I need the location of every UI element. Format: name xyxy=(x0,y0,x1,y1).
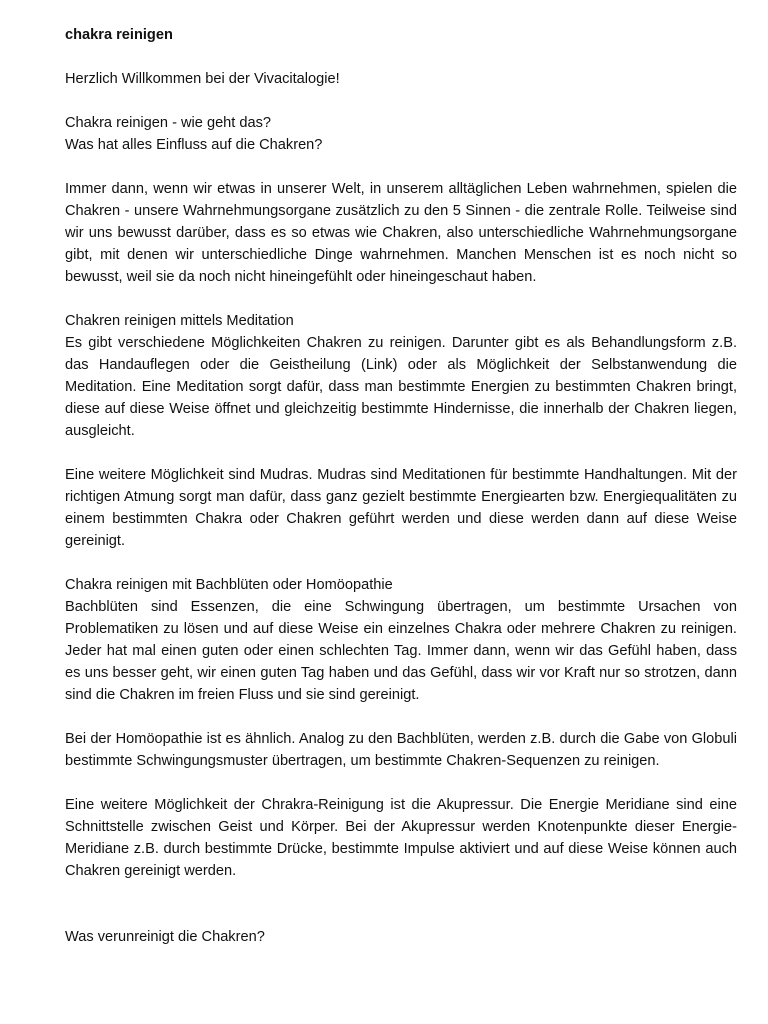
paragraph-mudras: Eine weitere Möglichkeit sind Mudras. Mudras sind Meditationen für bestimmte Handhaltungen. Mit der richtigen Atmung sorgt man dafür, dass ganz gezielt bestimmte Energiearten bzw. Energiequalitäten zu einem bestimmten Chakra oder Chakren geführt werden und diese werden dann auf diese Weise gereinigt. xyxy=(65,467,737,549)
question-line-1: Chakra reinigen - wie geht das? xyxy=(65,115,272,131)
question-line-2: Was hat alles Einfluss auf die Chakren? xyxy=(65,137,323,153)
paragraph-homoeopathie: Bei der Homöopathie ist es ähnlich. Analog zu den Bachblüten, werden z.B. durch die Gabe von Globuli bestimmte Schwingungsmuster übertragen, um bestimmte Chakren-Sequenzen zu reinigen. xyxy=(65,731,737,769)
heading-verunreinigung: Was verunreinigt die Chakren? xyxy=(65,929,265,945)
heading-bachblueten: Chakra reinigen mit Bachblüten oder Homöopathie xyxy=(65,577,393,593)
welcome-text: Herzlich Willkommen bei der Vivacitalogie! xyxy=(65,71,340,87)
document-page xyxy=(65,24,737,948)
paragraph-bachblueten: Bachblüten sind Essenzen, die eine Schwingung übertragen, um bestimmte Ursachen von Problematiken zu lösen und auf diese Weise ein einzelnes Chakra oder mehrere Chakren zu reinigen. Jeder hat mal einen guten oder einen schlechten Tag. Immer dann, wenn wir das Gefühl haben, dass es uns besser geht, wir einen guten Tag haben und das Gefühl, dass wir vor Kraft nur so strotzen, dann sind die Chakren im freien Fluss und sie sind gereinigt. xyxy=(65,599,737,703)
document-title: chakra reinigen xyxy=(65,27,173,43)
paragraph-meditation: Es gibt verschiedene Möglichkeiten Chakren zu reinigen. Darunter gibt es als Behandlungsform z.B. das Handauflegen oder die Geistheilung (Link) oder als Möglichkeit der Selbstanwendung die Meditation. Eine Meditation sorgt dafür, dass man bestimmte Energien zu bestimmten Chakren bringt, diese auf diese Weise öffnet und gleichzeitig bestimmte Hindernisse, die innerhalb der Chakren liegen, ausgleicht. xyxy=(65,335,737,439)
heading-meditation: Chakren reinigen mittels Meditation xyxy=(65,313,294,329)
paragraph-akupressur: Eine weitere Möglichkeit der Chrakra-Reinigung ist die Akupressur. Die Energie Meridiane sind eine Schnittstelle zwischen Geist und Körper. Bei der Akupressur werden Knotenpunkte dieser Energie-Meridiane z.B. durch bestimmte Drücke, bestimmte Impulse aktiviert und auf diese Weise können auch Chakren gereinigt werden. xyxy=(65,797,737,879)
paragraph-intro: Immer dann, wenn wir etwas in unserer Welt, in unserem alltäglichen Leben wahrnehmen, spielen die Chakren - unsere Wahrnehmungsorgane zusätzlich zu den 5 Sinnen - die zentrale Rolle. Teilweise sind wir uns bewusst darüber, dass es so etwas wie Chakren, also unterschiedliche Wahrnehmungsorgane gibt, mit denen wir unterschiedliche Dinge wahrnehmen. Manchen Menschen ist es noch nicht so bewusst, weil sie da noch nicht hineingefühlt oder hineingeschaut haben. xyxy=(65,181,737,285)
